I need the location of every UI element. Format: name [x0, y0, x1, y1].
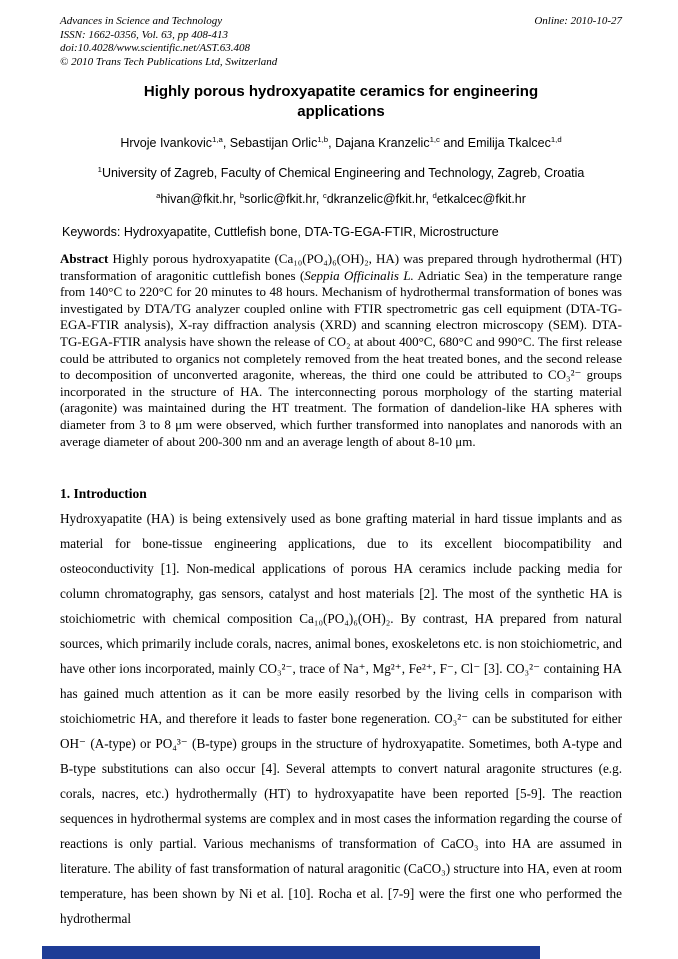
paper-title: Highly porous hydroxyapatite ceramics for engineering applications — [143, 83, 539, 120]
email-address: sorlic@fkit.hr — [244, 192, 316, 206]
journal-title: Advances in Science and Technology — [60, 15, 223, 27]
author-superscript: 1,a — [212, 134, 223, 144]
section-heading-introduction: 1. Introduction — [60, 486, 147, 501]
email-separator: , — [232, 192, 240, 206]
emails-line — [30, 192, 652, 206]
issn-line: ISSN: 1662-0356, Vol. 63, pp 408-413 — [60, 28, 229, 41]
keywords-line: Keywords: Hydroxyapatite, Cuttlefish bone, DTA-TG-EGA-FTIR, Microstructure — [62, 225, 499, 239]
author-superscript: 1,b — [317, 134, 329, 144]
author-separator: and — [439, 136, 468, 150]
author-name: Emilija Tkalcec — [467, 136, 551, 150]
author-separator: , — [222, 136, 230, 150]
authors-line — [30, 136, 652, 150]
author-name: Hrvoje Ivankovic — [120, 136, 213, 150]
email-address: etkalcec@fkit.hr — [436, 192, 526, 206]
email-superscript: a — [156, 190, 161, 200]
email-separator: , — [315, 192, 323, 206]
email-superscript: b — [239, 190, 245, 200]
author-separator: , — [328, 136, 336, 150]
abstract-text-segment: Highly porous hydroxyapatite (Ca₁₀(PO₄)₆(OH)₂, HA) was prepared through hydrothermal (HT) transformation of aragonitic cuttlefish bones ( — [60, 251, 622, 283]
email-address: hivan@fkit.hr — [160, 192, 233, 206]
online-date: Online: 2010-10-27 — [534, 15, 622, 27]
abstract-text-segment: Adriatic Sea) in the temperature range from 140°C to 220°C for 20 minutes to 48 hours. Mechanism of hydrothermal transformation of bones was investigated by DTA/TG analyzer coupled online with FTIR spectrometric gas cell equipment (DTA-TG-EGA-FTIR analysis), X-ray diffraction analysis (XRD) and scanning electron microscopy (SEM). DTA-TG-EGA-FTIR analysis have shown the release of CO₂ at about 400°C, 680°C and 990°C. The first release could be attributed to organics not completely removed from the heat treated bones, and the second release to decomposition of unconverted aragonite, whereas, the third one could be attributed to CO₃²⁻ groups incorporated in the structure of HA. The interconnecting porous morphology of the starting material (aragonite) was maintained during the HT treatment. The formation of dandelion-like HA spheres with diameter from 3 to 8 μm were observed, which further transformed into nanoplates and nanorods with an average diameter of about 200-300 nm and an average length of about 8-10 μm. — [60, 267, 622, 449]
author-name: Dajana Kranzelic — [335, 136, 430, 150]
author-superscript: 1,d — [550, 134, 562, 144]
abstract-species-name: Seppia Officinalis L. — [304, 267, 414, 283]
email-superscript: c — [322, 190, 327, 200]
email-address: dkranzelic@fkit.hr — [326, 192, 426, 206]
abstract-label: Abstract — [60, 251, 109, 266]
abstract-paragraph — [60, 251, 622, 450]
footer-bar — [42, 946, 540, 959]
author-superscript: 1,c — [429, 134, 440, 144]
email-separator: , — [425, 192, 433, 206]
affiliation-superscript: 1 — [97, 164, 102, 174]
doi-line: doi:10.4028/www.scientific.net/AST.63.408 — [60, 42, 250, 54]
email-superscript: d — [432, 190, 437, 200]
author-name: Sebastijan Orlic — [229, 136, 318, 150]
page-header — [60, 15, 622, 69]
affiliation-text: University of Zagreb, Faculty of Chemical Engineering and Technology, Zagreb, Croatia — [101, 166, 585, 180]
copyright-line: © 2010 Trans Tech Publications Ltd, Switzerland — [60, 55, 278, 68]
affiliation-line — [30, 166, 652, 180]
introduction-paragraph: Hydroxyapatite (HA) is being extensively used as bone grafting material in hard tissue implants and as material for bone-tissue engineering applications, due to its excellent biocompatibility and osteoconductivity [1]. Non-medical applications of porous HA ceramics include packing media for column chromatography, gas sensors, catalyst and host materials [2]. The most of the synthetic HA is stoichiometric with chemical composition Ca₁₀(PO₄)₆(OH)₂. By contrast, HA prepared from natural sources, which primarily include corals, nacres, animal bones, exoskeletons etc. is non stoichiometric, and have other ions incorporated, mainly CO₃²⁻, trace of Na⁺, Mg²⁺, Fe²⁺, F⁻, Cl⁻ [3]. CO₃²⁻ containing HA has gained much attention as it can be more easily resorbed by the living cells in comparison with stoichiometric HA, and therefore it leads to faster bone regeneration. CO₃²⁻ can be substituted for either OH⁻ (A-type) or PO₄³⁻ (B-type) groups in the structure of hydroxyapatite. Sometimes, both A-type and B-type substitutions can also occur [4]. Several attempts to convert natural aragonite structures (e.g. corals, nacres, etc.) hydrothermally (HT) to hydroxyapatite have been reported [5-9]. The reaction sequences in hydrothermal systems are complex and in most cases the information regarding the course of reactions is only partial. Various mechanisms of transformation of CaCO₃ into HA are assumed in literature. The ability of fast transformation of natural aragonitic (CaCO₃) structure into HA, even at room temperature, has been shown by Ni et al. [10]. Rocha et al. [7-9] were the first one who performed the hydrothermal — [60, 511, 622, 926]
